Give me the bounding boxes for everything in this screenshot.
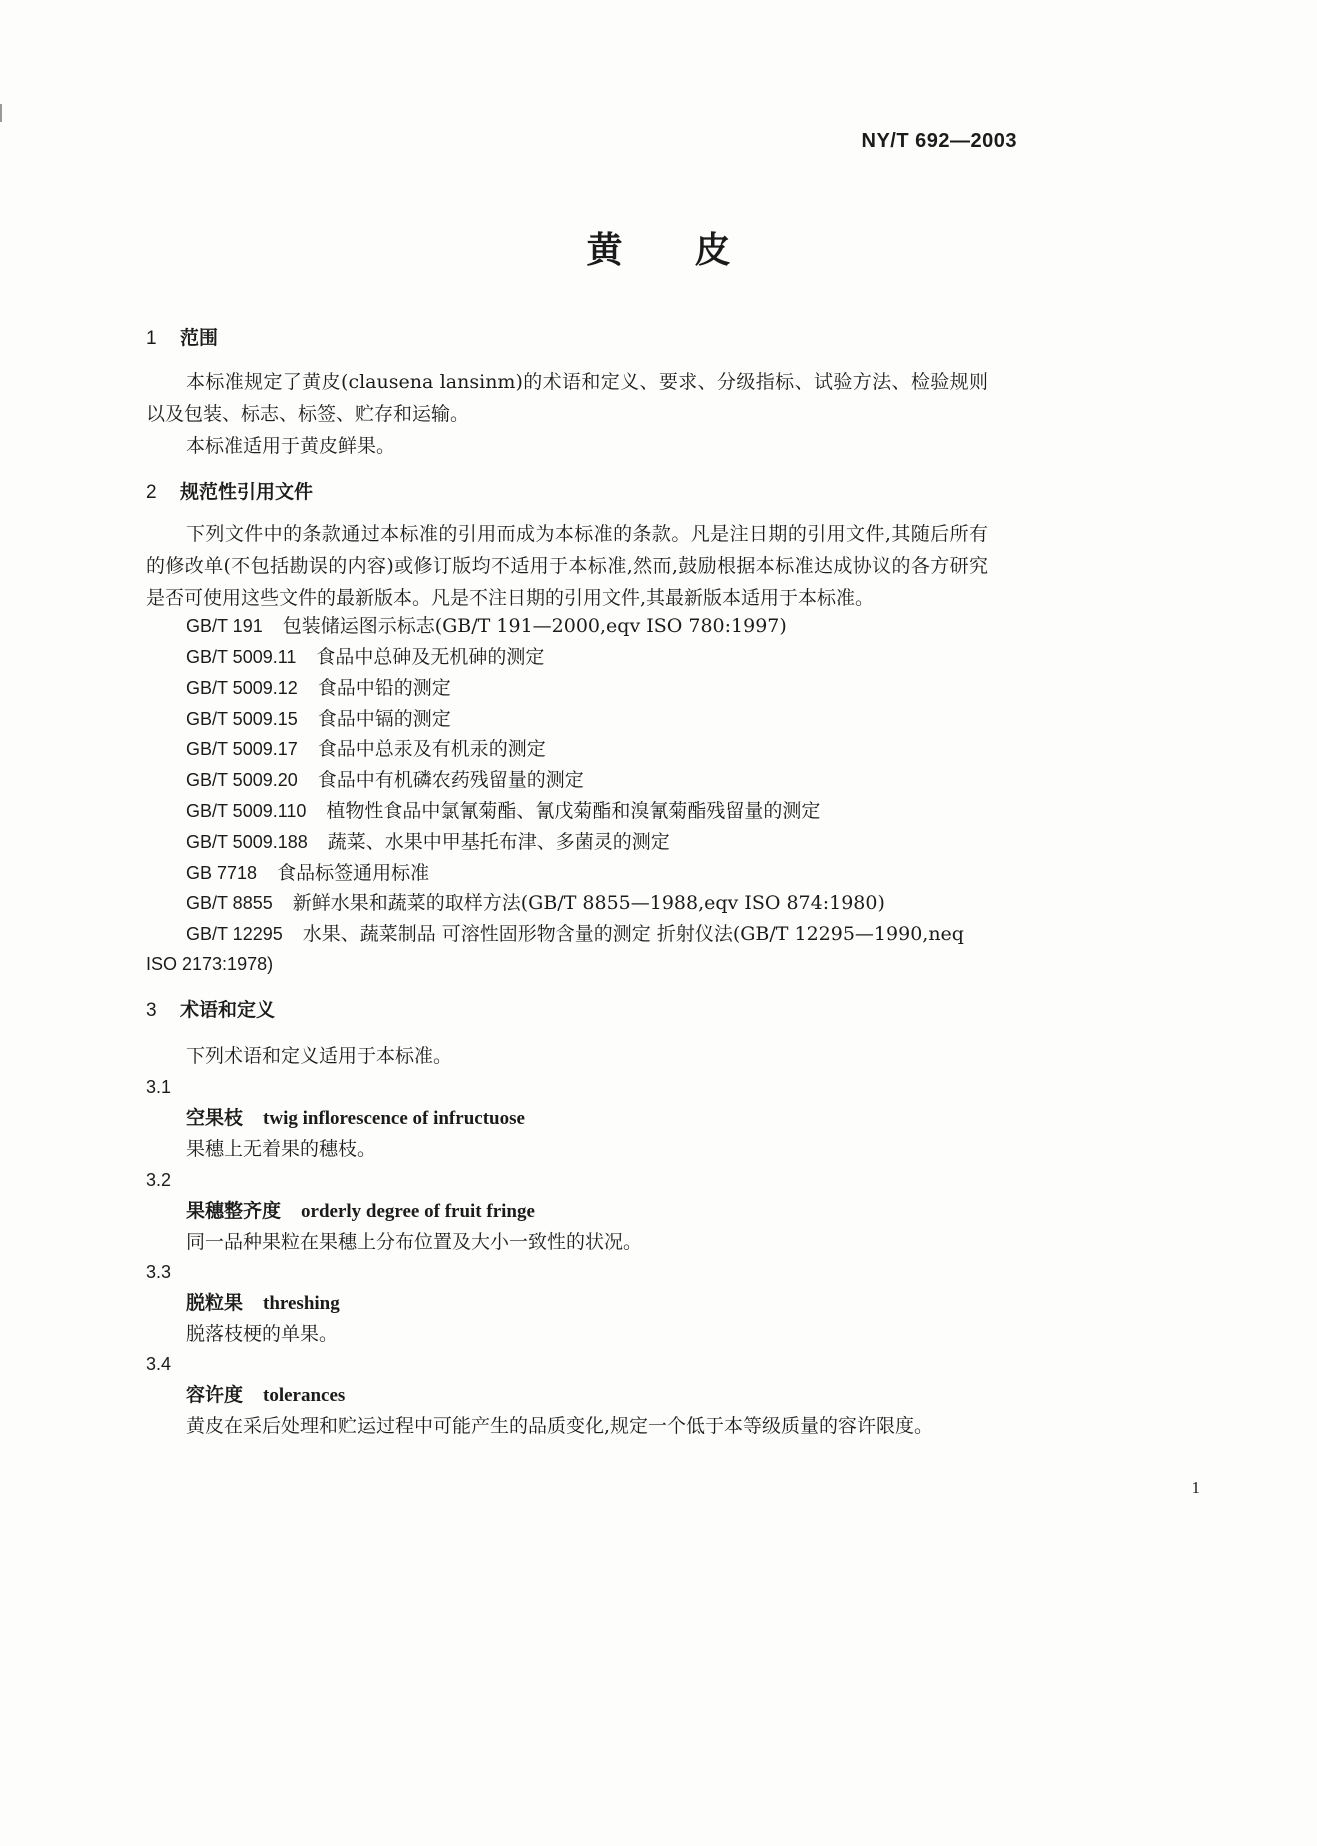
reference-title: 新鲜水果和蔬菜的取样方法(GB/T 8855—1988,eqv ISO 874:1980) xyxy=(292,892,885,914)
term-heading xyxy=(186,1379,345,1412)
reference-title: 食品中总砷及无机砷的测定 xyxy=(316,646,545,668)
reference-item xyxy=(186,703,451,735)
section-1-paragraph-1: 本标准规定了黄皮(clausena lansinm)的术语和定义、要求、分级指标、试验方法、检验规则以及包装、标志、标签、贮存和运输。 xyxy=(146,371,988,425)
term-chinese: 脱粒果 xyxy=(186,1292,244,1314)
term-chinese: 容许度 xyxy=(186,1384,244,1406)
reference-title: 包装储运图示标志(GB/T 191—2000,eqv ISO 780:1997) xyxy=(282,615,787,637)
page-number: 1 xyxy=(1191,1478,1200,1497)
section-1-heading xyxy=(146,322,218,355)
term-definition: 同一品种果粒在果穗上分布位置及大小一致性的状况。 xyxy=(186,1231,643,1253)
reference-code: GB/T 5009.12 xyxy=(186,678,298,698)
reference-code: GB/T 5009.188 xyxy=(186,832,308,852)
reference-title: 食品中总汞及有机汞的测定 xyxy=(317,738,546,760)
section-3-intro: 下列术语和定义适用于本标准。 xyxy=(186,1045,453,1067)
section-number: 1 xyxy=(146,328,157,349)
reference-code: GB/T 5009.20 xyxy=(186,770,298,790)
section-title: 范围 xyxy=(180,327,219,349)
term-definition: 脱落枝梗的单果。 xyxy=(186,1323,339,1345)
reference-code: GB/T 191 xyxy=(186,616,263,636)
section-title: 术语和定义 xyxy=(180,999,276,1021)
reference-item xyxy=(186,764,584,796)
term-english: orderly degree of fruit fringe xyxy=(301,1201,535,1222)
section-2-paragraph-1: 下列文件中的条款通过本标准的引用而成为本标准的条款。凡是注日期的引用文件,其随后所有的修改单(不包括勘误的内容)或修订版均不适用于本标准,然而,鼓励根据本标准达成协议的各方研究是否可使用这些文件的最新版本。凡是不注日期的引用文件,其最新版本适用于本标准。 xyxy=(146,523,988,609)
term-heading xyxy=(186,1287,340,1320)
reference-title: 食品中有机磷农药残留量的测定 xyxy=(317,769,584,791)
reference-code: GB/T 12295 xyxy=(186,924,283,944)
reference-code: GB/T 5009.110 xyxy=(186,801,307,821)
term-definition: 黄皮在采后处理和贮运过程中可能产生的品质变化,规定一个低于本等级质量的容许限度。 xyxy=(186,1415,934,1437)
reference-item xyxy=(186,918,964,950)
term-heading xyxy=(186,1102,525,1135)
reference-item xyxy=(186,887,885,919)
reference-item xyxy=(186,733,546,765)
term-heading xyxy=(186,1195,535,1228)
term-chinese: 果穗整齐度 xyxy=(186,1200,282,1222)
term-english: threshing xyxy=(263,1293,340,1314)
section-2-heading xyxy=(146,476,313,509)
section-title: 规范性引用文件 xyxy=(180,481,314,503)
reference-item xyxy=(186,795,820,827)
reference-code: GB/T 5009.15 xyxy=(186,709,298,729)
term-number: 3.3 xyxy=(146,1262,172,1282)
reference-code: GB/T 8855 xyxy=(186,893,273,913)
document-title: 黄皮 xyxy=(586,229,803,271)
reference-item xyxy=(186,672,451,704)
term-number: 3.1 xyxy=(146,1077,172,1097)
reference-title: 食品中铅的测定 xyxy=(317,677,451,699)
term-definition: 果穗上无着果的穗枝。 xyxy=(186,1138,377,1160)
reference-title: 食品标签通用标准 xyxy=(277,862,430,884)
scan-artifact xyxy=(0,104,2,122)
section-3-heading xyxy=(146,994,275,1027)
section-1-paragraph-2: 本标准适用于黄皮鲜果。 xyxy=(186,435,396,457)
reference-code: GB/T 5009.11 xyxy=(186,647,297,667)
reference-code: GB 7718 xyxy=(186,863,258,883)
reference-continuation xyxy=(146,948,273,980)
standard-code: NY/T 692—2003 xyxy=(861,130,1017,152)
term-english: tolerances xyxy=(263,1385,346,1406)
term-english: twig inflorescence of infructuose xyxy=(263,1108,525,1129)
reference-title: 水果、蔬菜制品 可溶性固形物含量的测定 折射仪法(GB/T 12295—1990,neq xyxy=(302,923,964,945)
reference-title: 食品中镉的测定 xyxy=(317,708,451,730)
reference-title: 蔬菜、水果中甲基托布津、多菌灵的测定 xyxy=(327,831,670,853)
reference-code: GB/T 5009.17 xyxy=(186,739,298,759)
reference-title-continued: ISO 2173:1978) xyxy=(146,954,274,974)
reference-item xyxy=(186,826,670,858)
section-number: 2 xyxy=(146,482,157,503)
term-number: 3.2 xyxy=(146,1170,172,1190)
reference-item xyxy=(186,610,787,642)
reference-item xyxy=(186,641,544,673)
term-chinese: 空果枝 xyxy=(186,1107,244,1129)
reference-item xyxy=(186,857,429,889)
section-number: 3 xyxy=(146,1000,157,1021)
term-number: 3.4 xyxy=(146,1354,172,1374)
reference-title: 植物性食品中氯氰菊酯、氰戊菊酯和溴氰菊酯残留量的测定 xyxy=(326,800,821,822)
